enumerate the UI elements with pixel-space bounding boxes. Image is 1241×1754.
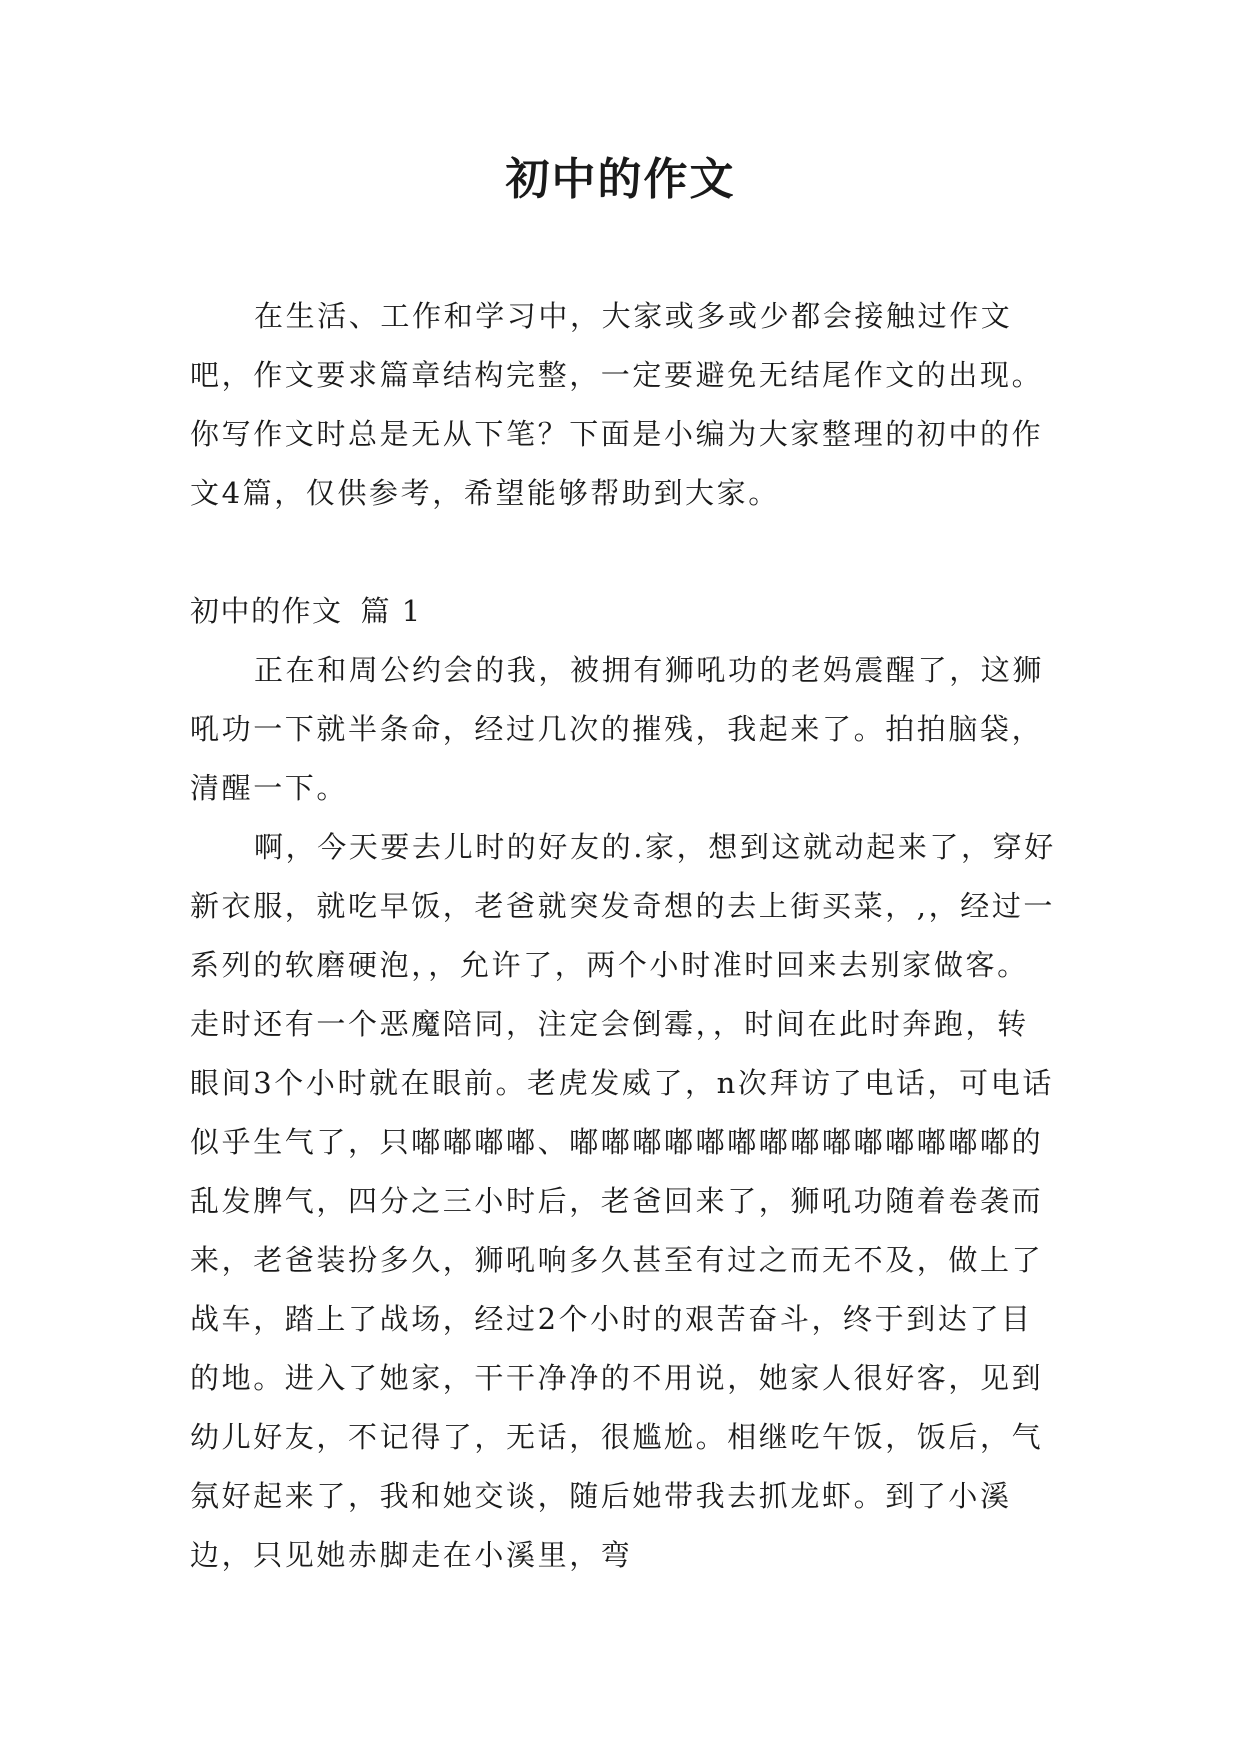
document-title: 初中的作文 (505, 154, 736, 205)
document-body (190, 287, 1060, 1585)
section-heading (190, 582, 1060, 641)
section-heading-number: 篇 1 (360, 594, 422, 628)
section-heading-title: 初中的作文 (190, 594, 343, 628)
body-paragraph: 啊，今天要去儿时的好友的.家，想到这就动起来了，穿好新衣服，就吃早饭，老爸就突发奇想的去上街买菜，,，经过一系列的软磨硬泡，，允许了，两个小时准时回来去别家做客。走时还有一个恶魔陪同，注定会倒霉，，时间在此时奔跑，转眼间3个小时就在眼前。老虎发威了，n次拜访了电话，可电话似乎生气了，只嘟嘟嘟嘟、嘟嘟嘟嘟嘟嘟嘟嘟嘟嘟嘟嘟嘟嘟的乱发脾气，四分之三小时后，老爸回来了，狮吼功随着卷袭而来，老爸装扮多久，狮吼响多久甚至有过之而无不及，做上了战车，踏上了战场，经过2个小时的艰苦奋斗，终于到达了目的地。进入了她家，干干净净的不用说，她家人很好客，见到幼儿好友，不记得了，无话，很尴尬。相继吃午饭，饭后，气氛好起来了，我和她交谈，随后她带我去抓龙虾。到了小溪边，只见她赤脚走在小溪里，弯 (190, 830, 1056, 1572)
intro-paragraph: 在生活、工作和学习中，大家或多或少都会接触过作文吧，作文要求篇章结构完整，一定要避免无结尾作文的出现。你写作文时总是无从下笔？下面是小编为大家整理的初中的作文4篇，仅供参考，希望能够帮助到大家。 (190, 299, 1044, 510)
body-paragraph: 正在和周公约会的我，被拥有狮吼功的老妈震醒了，这狮吼功一下就半条命，经过几次的摧残，我起来了。拍拍脑袋，清醒一下。 (190, 653, 1045, 805)
